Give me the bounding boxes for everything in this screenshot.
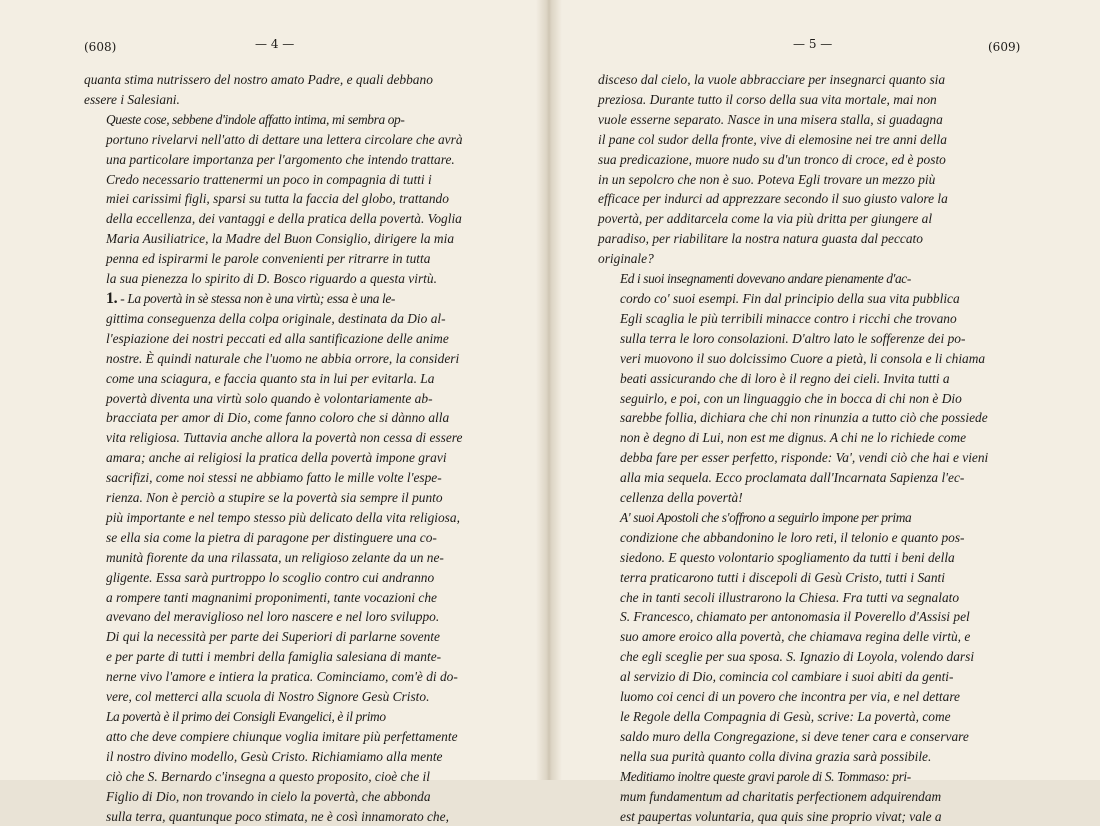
text-line: nella sua purità quanto colla divina grazia sarà possibile. xyxy=(620,748,932,764)
text-line: veri muovono il suo dolcissimo Cuore a pietà, li consola e li chiama xyxy=(620,350,986,366)
text-line: e per parte di tutti i membri della famiglia salesiana di mante- xyxy=(106,649,442,665)
text-line: A' suoi Apostoli che s'offrono a seguirlo impone per prima xyxy=(620,509,912,525)
text-line: efficace per indurci ad apprezzare secondo il suo giusto valore la xyxy=(598,191,948,207)
text-line: il nostro divino modello, Gesù Cristo. Richiamiamo alla mente xyxy=(106,748,443,764)
paragraph xyxy=(84,289,498,707)
text-line: Di qui la necessità per parte dei Superiori di parlarne sovente xyxy=(106,629,440,645)
text-line: gligente. Essa sarà purtroppo lo scoglio contro cui andranno xyxy=(106,569,435,585)
right-page-number-paren: (609) xyxy=(988,40,1021,54)
text-line: che egli sceglie per sua sposa. S. Ignazio di Loyola, volendo darsi xyxy=(620,649,975,665)
text-line: non è degno di Lui, non est me dignus. A chi ne lo richiede come xyxy=(620,430,967,446)
text-line: disceso dal cielo, la vuole abbracciare per insegnarci quanto sia xyxy=(598,72,946,87)
text-line: cordo co' suoi esempi. Fin dal principio della sua vita pubblica xyxy=(620,290,960,306)
text-line: vuole esserne separato. Nasce in una misera stalla, si guadagna xyxy=(598,111,943,127)
left-page-text xyxy=(84,70,498,826)
paragraph xyxy=(84,70,498,110)
text-line: seguirlo, e poi, con un linguaggio che in bocca di chi non è Dio xyxy=(620,390,962,406)
paragraph xyxy=(598,269,1014,508)
text-line: La povertà è il primo dei Consigli Evangelici, è il primo xyxy=(106,709,386,724)
text-line: avevano del meraviglioso nel loro nascere e nel loro sviluppo. xyxy=(106,609,440,625)
text-line: siedono. E questo volontario spogliamento da tutti i beni della xyxy=(620,549,955,565)
text-line: preziosa. Durante tutto il corso della sua vita mortale, mai non xyxy=(598,91,937,107)
text-line: penna ed ispirarmi le parole convenienti per ritrarre in tutta xyxy=(106,251,431,267)
text-line: miei carissimi figli, sparsi su tutta la faccia del globo, trattando xyxy=(106,191,449,207)
text-line: 1. - La povertà in sè stessa non è una virtù; essa è una le- xyxy=(106,289,396,307)
text-line: che in tanti secoli illustrarono la Chiesa. Fra tutti va segnalato xyxy=(620,589,960,605)
text-line: mum fundamentum ad charitatis perfectionem adquirendam xyxy=(620,788,942,804)
left-page xyxy=(0,0,548,824)
text-line: Ed i suoi insegnamenti dovevano andare pienamente d'ac- xyxy=(620,271,911,287)
text-line: portuno rivelarvi nell'atto di dettare una lettera circolare che avrà xyxy=(106,131,463,147)
text-line: est paupertas voluntaria, qua quis sine proprio vivat; vale a xyxy=(620,808,942,824)
text-line: sulla terra le loro consolazioni. D'altro lato le sofferenze dei po- xyxy=(620,330,966,346)
text-line: il pane col sudor della fronte, vive di elemosine nei tre anni della xyxy=(598,131,947,147)
paragraph xyxy=(598,767,1014,826)
text-line: l'espiazione dei nostri peccati ed alla santificazione delle anime xyxy=(106,330,449,346)
right-page xyxy=(548,0,1100,824)
text-line: nostre. È quindi naturale che l'uomo ne abbia orrore, la consideri xyxy=(106,350,460,366)
text-line: alla mia sequela. Ecco proclamata dall'Incarnata Sapienza l'ec- xyxy=(620,470,965,486)
text-line: amara; anche ai religiosi la pratica della povertà impone gravi xyxy=(106,450,447,466)
text-line: nerne vivo l'amore e intiera la pratica. Cominciamo, com'è di do- xyxy=(106,669,458,685)
book-gutter xyxy=(536,0,562,780)
text-line: se ella sia come la pietra di paragone per distinguere una co- xyxy=(106,529,437,545)
text-line: debba fare per esser perfetto, risponde: Va', vendi ciò che hai e vieni xyxy=(620,450,989,466)
paragraph xyxy=(598,508,1014,767)
right-page-text xyxy=(598,70,1014,826)
section-number: 1. xyxy=(106,289,118,307)
paragraph xyxy=(84,707,498,826)
left-page-number-paren: (608) xyxy=(84,40,117,54)
text-line: Egli scaglia le più terribili minacce contro i ricchi che trovano xyxy=(620,310,957,326)
text-line: ciò che S. Bernardo c'insegna a questo proposito, cioè che il xyxy=(106,768,430,784)
text-line: una particolare importanza per l'argomento che intendo trattare. xyxy=(106,151,455,167)
text-line: paradiso, per riabilitare la nostra natura guasta dal peccato xyxy=(598,231,923,247)
text-line: vere, col metterci alla scuola di Nostro Signore Gesù Cristo. xyxy=(106,689,430,705)
text-line: bracciata per amor di Dio, come fanno coloro che si dànno alla xyxy=(106,410,450,426)
text-line: della eccellenza, dei vantaggi e della pratica della povertà. Voglia xyxy=(106,211,462,227)
text-line: povertà, per additarcela come la via più dritta per giungere al xyxy=(598,211,933,227)
text-line: Meditiamo inoltre queste gravi parole di S. Tommaso: pri- xyxy=(620,768,911,784)
text-line: sulla terra, quantunque poco stimata, ne è così innamorato che, xyxy=(106,808,449,824)
text-line: atto che deve compiere chiunque voglia imitare più perfettamente xyxy=(106,728,458,744)
left-page-number: — 4 — xyxy=(255,37,295,51)
text-line: quanta stima nutrissero del nostro amato Padre, e quali debbano xyxy=(84,72,433,87)
text-line: gittima conseguenza della colpa originale, destinata da Dio al- xyxy=(106,310,446,326)
text-line: Figlio di Dio, non trovando in cielo la povertà, che abbonda xyxy=(106,788,431,804)
text-line: terra praticarono tutti i discepoli di Gesù Cristo, tutti i Santi xyxy=(620,569,945,585)
text-line: Credo necessario trattenermi un poco in compagnia di tutti i xyxy=(106,171,432,187)
text-line: vita religiosa. Tuttavia anche allora la povertà non cessa di essere xyxy=(106,430,463,446)
text-line: la sua pienezza lo spirito di D. Bosco riguardo a questa virtù. xyxy=(106,271,437,287)
text-line: suo amore eroico alla povertà, che chiamava regina delle virtù, e xyxy=(620,629,971,645)
text-line: sua predicazione, muore nudo su d'un tronco di croce, ed è posto xyxy=(598,151,946,167)
text-line: a rompere tanti magnanimi proponimenti, tante vocazioni che xyxy=(106,589,437,605)
text-line: condizione che abbandonino le loro reti, il telonio e quanto pos- xyxy=(620,529,965,545)
text-line: più importante e nel tempo stesso più delicato della vita religiosa, xyxy=(106,509,460,525)
right-page-number: — 5 — xyxy=(793,37,833,51)
text-line: al servizio di Dio, comincia col cambiare i suoi abiti da genti- xyxy=(620,669,954,685)
text-line: munità fiorente da una rilassata, un religioso zelante da un ne- xyxy=(106,549,444,565)
text-line: cellenza della povertà! xyxy=(620,490,743,506)
text-line: come una sciagura, e faccia quanto sta in lui per evitarla. La xyxy=(106,370,435,386)
text-line: Queste cose, sebbene d'indole affatto intima, mi sembra op- xyxy=(106,111,405,127)
paragraph xyxy=(598,70,1014,269)
text-line: rienza. Non è perciò a stupire se la povertà sia sempre il punto xyxy=(106,490,443,506)
text-line: S. Francesco, chiamato per antonomasia il Poverello d'Assisi pel xyxy=(620,609,970,625)
text-line: sarebbe follia, dichiara che chi non rinunzia a tutto ciò che possiede xyxy=(620,410,988,426)
text-line: Maria Ausiliatrice, la Madre del Buon Consiglio, dirigere la mia xyxy=(106,231,455,247)
text-line: sacrifizi, come noi stessi ne abbiamo fatto le mille volte l'espe- xyxy=(106,470,442,486)
text-line: le Regole della Compagnia di Gesù, scrive: La povertà, come xyxy=(620,709,951,724)
text-line: in un sepolcro che non è suo. Poteva Egli trovare un mezzo più xyxy=(598,171,936,187)
text-line: essere i Salesiani. xyxy=(84,91,180,107)
text-line: originale? xyxy=(598,251,654,267)
text-line: povertà diventa una virtù solo quando è volontariamente ab- xyxy=(106,390,433,406)
text-line: luomo coi cenci di un povero che incontra per via, e nel dettare xyxy=(620,689,960,705)
text-line: beati assicurando che di loro è il regno dei cieli. Invita tutti a xyxy=(620,370,950,386)
paragraph xyxy=(84,110,498,289)
text-line: saldo muro della Congregazione, si deve tener cara e conservare xyxy=(620,728,969,744)
